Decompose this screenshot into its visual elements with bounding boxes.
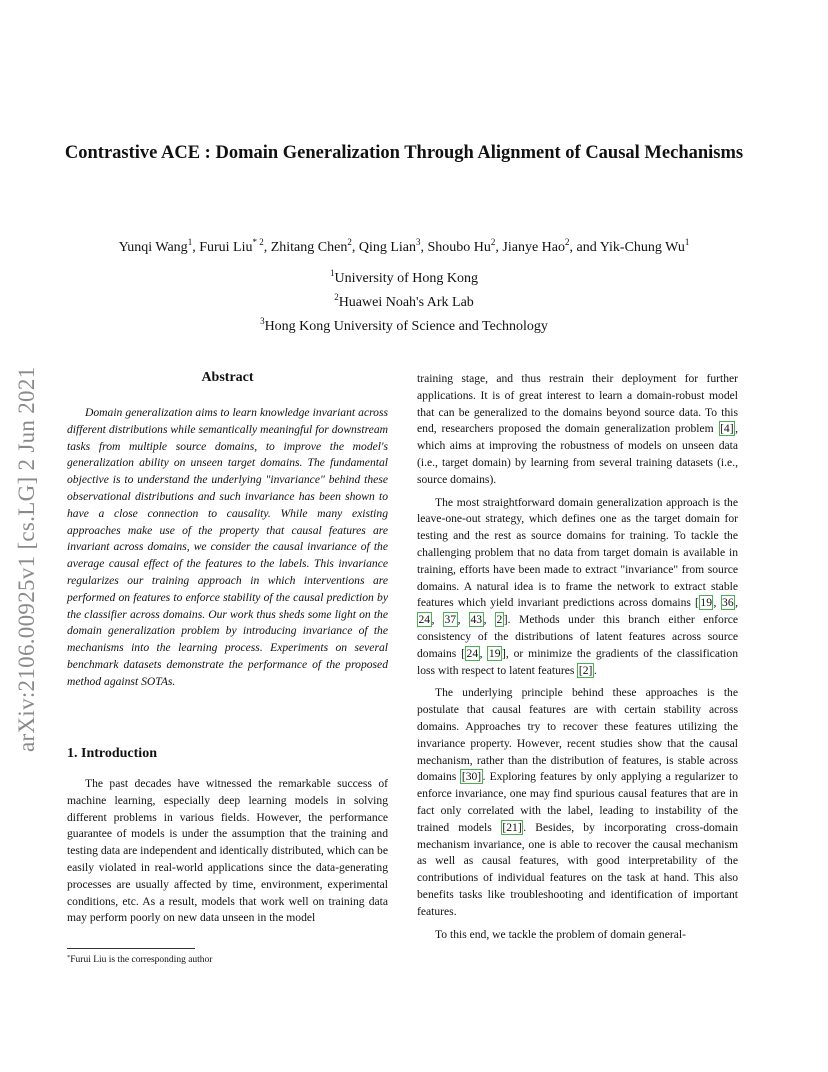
footnote (67, 952, 212, 966)
author-name: Yik-Chung Wu (599, 240, 685, 255)
introduction-text: The past decades have witnessed the remarkable success of machine learning, especially deep learning models in solving different problems in various fields. However, the performance guarantee of models is under the assumption that the training and testing data are independent and identically distributed, which can be easily violated in real-world applications since the data-generating processes are usually affected by time, environment, experimental conditions, etc. As a result, models that work well on training data may perform poorly on new data unseen in the model (67, 777, 388, 925)
affiliation-line: $^1$University of Hong Kong (330, 268, 478, 286)
citation-link[interactable]: 43 (470, 613, 483, 627)
section-heading-introduction: 1. Introduction (67, 746, 157, 761)
affiliation-line: $^2$Huawei Noah's Ark Lab (334, 292, 474, 310)
arxiv-watermark: arXiv:2106.00925v1 [cs.LG] 2 Jun 2021 (14, 366, 39, 752)
author-affiliation-mark: 1 (187, 237, 193, 247)
footnote-mark: * (67, 954, 71, 961)
author-name: Zhitang Chen (270, 240, 348, 255)
citation-link[interactable]: [2] (578, 663, 593, 677)
author-name: Jianye Hao (502, 240, 565, 255)
citation-link[interactable]: 2 (496, 613, 503, 627)
author-name: Qing Lian (358, 240, 416, 255)
citation-link[interactable]: 36 (722, 596, 734, 610)
author-name: Furui Liu (199, 240, 253, 255)
author-affiliation-mark: 3 (415, 237, 421, 247)
author-name: Shoubo Hu (427, 240, 491, 255)
paragraph: training stage, and thus restrain their deployment for further applications. It is of great interest to learn a domain-robust model that can be generalized to the domains beyond source data. To this end, researchers proposed the domain generalization problem [4] , which aims at improving the robustness of models on unseen data (i.e., target domain) by learning from several training datasets (i.e., source domains). (417, 372, 738, 486)
abstract-heading: Abstract (201, 370, 254, 385)
affiliation-mark: 1 (330, 268, 335, 278)
citation-link[interactable]: 24 (418, 613, 431, 627)
citation-link[interactable]: 24 (466, 646, 479, 660)
paper-title: Contrastive ACE : Domain Generalization Through Alignment of Causal Mechanisms (64, 143, 744, 163)
affiliation-mark: 3 (260, 316, 265, 326)
author-affiliation-mark: 2 (490, 237, 496, 247)
citation-link[interactable]: 37 (444, 613, 457, 627)
paragraph: To this end, we tackle the problem of domain general- (435, 927, 686, 941)
affiliation-line: $^3$Hong Kong University of Science and Technology (260, 316, 548, 334)
abstract-text: Domain generalization aims to learn knowledge invariant across different distributions while semantically meaningful for downstream tasks from multiple source domains, to improve the model's generalization ability on unseen target domains. The fundamental objective is to understand the underlying "invariance" behind these observational distributions and such invariance has been shown to have a close connection to causality. While many existing approaches make use of the property that causal features are invariant across domains, we consider the causal invariance of the average causal effect of the features to the labels. This invariance regularizes our training approach in which interventions are performed on features to enforce stability of the causal prediction by the classifier across domains. Our work thus sheds some light on the domain generalization problem by introducing invariance of the mechanisms into the learning process. Experiments on several benchmark datasets demonstrate the performance of the proposed method against SOTAs. (67, 406, 388, 688)
citation-link[interactable]: [4] (720, 422, 734, 436)
paragraph: The most straightforward domain generalization approach is the leave-one-out strategy, which defines one as the target domain for testing and the rest as source domains for training. To tackle the challenging problem that no data from target domain is available in training, efforts have been made to extract "invariance" from source domains. A natural idea is to frame the network to extract stable features which yield invariant predictions across domains [ 19 , 36 , 24 , 37 , 43 , 2 ]. Methods under this branch either enforce consistency of the distributions of latent features across source domains [ 24 , 19 ], or minimize the gradients of the classification loss with respect to latent features [2] . (417, 495, 739, 677)
right-column (417, 371, 738, 949)
paragraph: The underlying principle behind these approaches is the postulate that causal features are with certain stability across domains. Approaches try to recover these features utilizing the invariance property. However, recent studies show that the causal mechanism, rather than the distribution of features, is stable across domains [30] . Exploring features by only applying a regularizer to enforce invariance, one may find spurious causal features that are in fact only correlated with the label, leading to instability of the trained models [21] . Besides, by incorporating cross-domain mechanism invariance, one is able to recover the causal mechanism as well as causal features, with good interpretability of the contributions of individual features on the task at hand. This also benefits tasks like troubleshooting and identification of important features. (417, 686, 738, 918)
author-affiliation-mark: 1 (684, 237, 690, 247)
footnote-text: Furui Liu is the corresponding author (70, 955, 213, 965)
author-affiliation-mark: 2 (564, 237, 570, 247)
citation-link[interactable]: [21] (502, 820, 522, 834)
citation-link[interactable]: 19 (488, 646, 501, 660)
author-list: Yunqi Wang$^1$, Furui Liu$^{* 2}$, Zhitang Chen$^2$, Qing Lian$^3$, Shoubo Hu$^2$, Jianye Hao$^2$, and Yik-Chung Wu$^1$ (118, 237, 690, 255)
author-affiliation-mark: * 2 (252, 237, 264, 247)
affiliation-mark: 2 (334, 292, 339, 302)
author-affiliation-mark: 2 (347, 237, 352, 247)
footnote-rule (67, 948, 195, 949)
citation-link[interactable]: [30] (461, 770, 482, 784)
affiliations (60, 264, 748, 336)
author-name: Yunqi Wang (118, 240, 188, 255)
citation-link[interactable]: 19 (700, 596, 712, 610)
